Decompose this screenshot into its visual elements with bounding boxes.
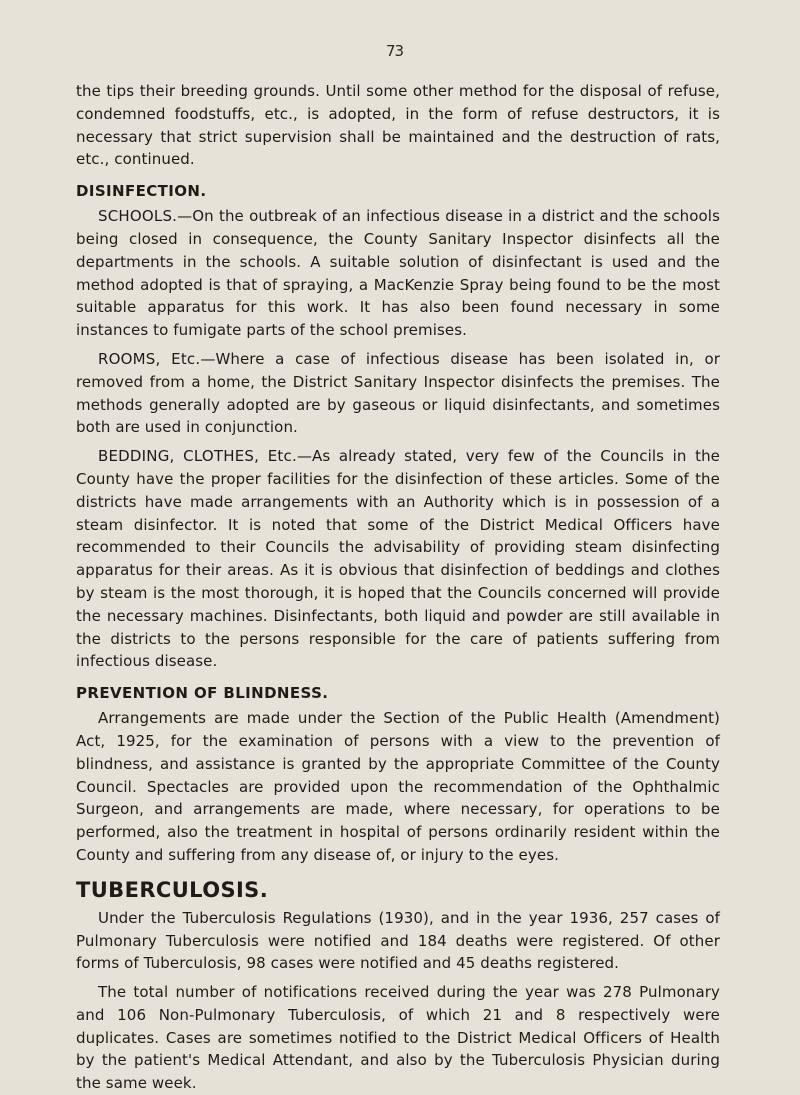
blindness-paragraph: Arrangements are made under the Section of the Public Health (Amendment) Act, 1925, for the examination of persons with a view to the prevention of blindness, and assistance is granted by the appropriate Committee of the County Council. Spectacles are provided upon the recommendation of the Ophthalmic Surgeon, and arrangements are made, where necessary, for operations to be performed, also the treatment in hospital of persons ordinarily resident within the County and suffering from any disease of, or injury to the eyes. (76, 709, 720, 864)
page-body (76, 80, 720, 1095)
schools-lead: SCHOOLS. (98, 207, 178, 226)
schools-text: —On the outbreak of an infectious disease in a district and the schools being closed in consequence, the County Sanitary Inspector disinfects all the departments in the schools. A suitable solution of disinfectant is used and the method adopted is that of spraying, a MacKenzie Spray being found to be the most suitable apparatus for this work. It has also been found necessary in some instances to fumigate parts of the school premises. (76, 207, 720, 340)
opening-paragraph: the tips their breeding grounds. Until some other method for the disposal of refuse, condemned foodstuffs, etc., is adopted, in the form of refuse destructors, it is necessary that strict supervision shall be maintained and the destruction of rats, etc., continued. (76, 82, 720, 169)
tuberculosis-heading: TUBERCULOSIS. (76, 877, 269, 902)
bedding-text: —As already stated, very few of the Councils in the County have the proper facilities for the disinfection of these articles. Some of the districts have made arrangements with an Authority which is in possession of a steam disinfector. It is noted that some of the District Medical Officers have recommended to their Councils the advisability of providing steam disinfecting apparatus for their areas. As it is obvious that disinfection of beddings and clothes by steam is the most thorough, it is hoped that the Councils concerned will provide the necessary machines. Disinfectants, both liquid and powder are still available in the districts to the persons responsible for the care of patients suffering from infectious disease. (76, 447, 720, 671)
page-number: 73 (386, 42, 404, 60)
blindness-heading: PREVENTION OF BLINDNESS. (76, 684, 329, 703)
rooms-text: —Where a case of infectious disease has been isolated in, or removed from a home, the District Sanitary Inspector disinfects the premises. The methods generally adopted are by gaseous or liquid disinfectants, and sometimes both are used in conjunction. (76, 349, 721, 437)
bedding-lead: BEDDING, CLOTHES, Etc. (98, 447, 297, 466)
schools-paragraph (76, 205, 720, 342)
bedding-paragraph (76, 445, 720, 673)
rooms-lead: ROOMS, Etc. (98, 349, 201, 368)
tuberculosis-paragraph-1: Under the Tuberculosis Regulations (1930), and in the year 1936, 257 cases of Pulmonary Tuberculosis were notified and 184 deaths were registered. Of other forms of Tuberculosis, 98 cases were notified and 45 deaths registered. (76, 908, 720, 973)
disinfection-heading: DISINFECTION. (76, 182, 207, 201)
rooms-paragraph (76, 348, 720, 439)
tuberculosis-paragraph-2: The total number of notifications received during the year was 278 Pulmonary and 106 Non-Pulmonary Tuberculosis, of which 21 and 8 respectively were duplicates. Cases are sometimes notified to the District Medical Officers of Health by the patient's Medical Attendant, and also by the Tuberculosis Physician during the same week. (76, 983, 720, 1093)
